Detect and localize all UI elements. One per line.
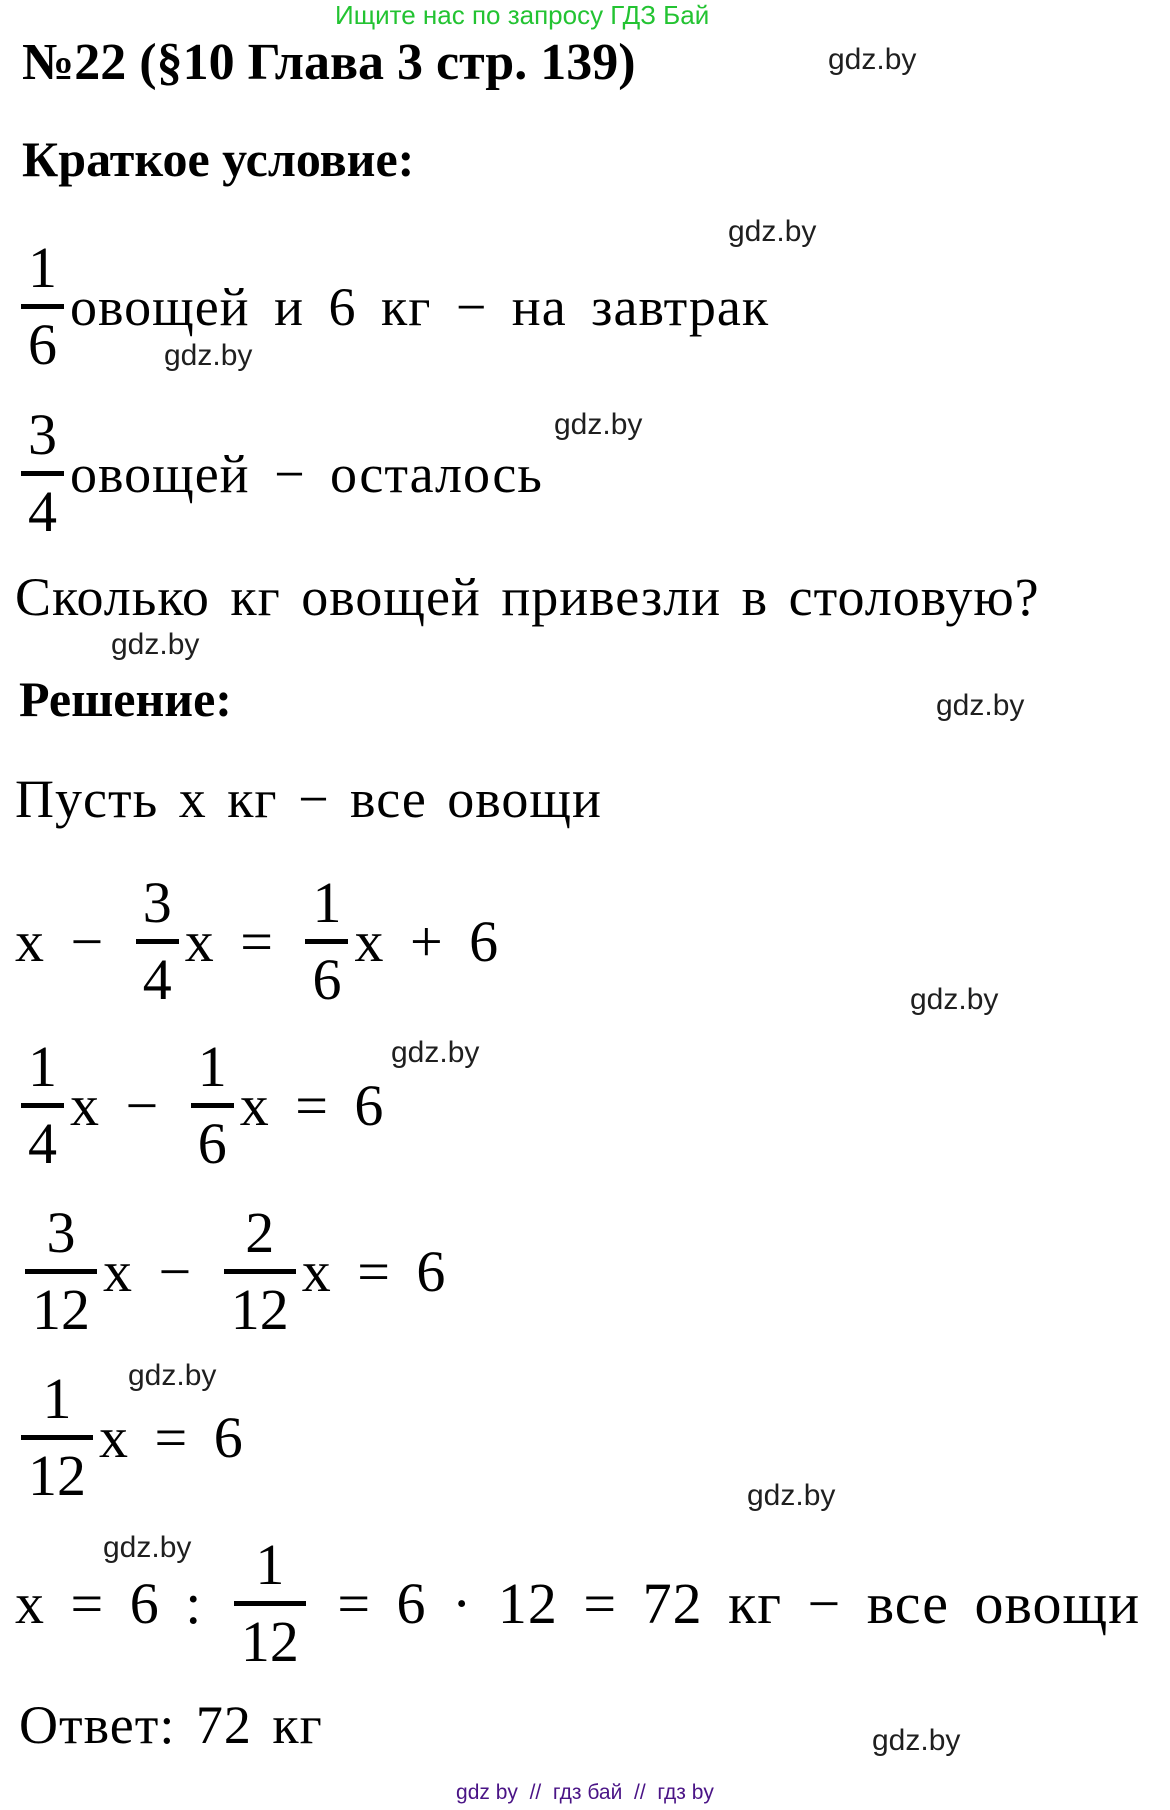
footer-links: gdz by // гдз бай // гдз by	[456, 1781, 714, 1804]
fraction	[25, 1200, 97, 1342]
fraction	[21, 402, 64, 544]
fraction	[21, 235, 64, 377]
equation-text: x + 6	[354, 908, 500, 974]
fraction-denominator: 6	[305, 939, 348, 1009]
condition-line-1	[15, 235, 770, 377]
equation-text: x = 6	[239, 1072, 385, 1138]
fraction	[21, 1366, 93, 1508]
promo-banner: Ищите нас по запросу ГДЗ Бай	[335, 0, 710, 30]
watermark: gdz.by	[828, 43, 917, 76]
condition-heading: Краткое условие:	[22, 131, 415, 187]
answer-line: Ответ: 72 кг	[19, 1695, 323, 1755]
fraction-denominator: 6	[191, 1103, 234, 1173]
fraction-denominator: 12	[21, 1435, 93, 1505]
watermark: gdz.by	[872, 1724, 961, 1757]
watermark: gdz.by	[164, 339, 253, 372]
solution-heading: Решение:	[19, 671, 232, 727]
fraction-numerator: 1	[28, 1034, 57, 1099]
equation-text: x −	[70, 1072, 185, 1138]
fraction-numerator: 2	[245, 1200, 275, 1265]
fraction-numerator: 1	[255, 1532, 285, 1597]
fraction	[21, 1034, 64, 1176]
watermark: gdz.by	[103, 1531, 192, 1564]
fraction-numerator: 1	[42, 1366, 72, 1431]
watermark: gdz.by	[554, 408, 643, 441]
fraction	[224, 1200, 296, 1342]
fraction-numerator: 3	[142, 870, 172, 935]
fraction-denominator: 4	[136, 939, 179, 1009]
equation-text: = 6 · 12 = 72 кг − все овощи	[311, 1570, 1141, 1636]
condition-question: Сколько кг овощей привезли в столовую?	[15, 567, 1040, 627]
watermark: gdz.by	[111, 628, 200, 661]
equation-text: x = 6	[99, 1404, 244, 1470]
equation-text: овощей и 6 кг − на завтрак	[70, 276, 770, 337]
fraction-denominator: 12	[25, 1269, 97, 1339]
condition-line-2	[15, 402, 543, 544]
fraction-denominator: 4	[21, 471, 64, 541]
equation-text: овощей − осталось	[70, 443, 543, 504]
equation-text: x −	[103, 1238, 218, 1304]
watermark: gdz.by	[910, 983, 999, 1016]
equation-1	[15, 870, 500, 1012]
fraction-numerator: 3	[46, 1200, 76, 1265]
fraction-denominator: 12	[224, 1269, 296, 1339]
fraction-denominator: 4	[21, 1103, 64, 1173]
fraction	[234, 1532, 306, 1674]
equation-3	[19, 1200, 447, 1342]
fraction-numerator: 1	[312, 870, 342, 935]
fraction	[136, 870, 179, 1012]
watermark: gdz.by	[128, 1359, 217, 1392]
page-title: №22 (§10 Глава 3 стр. 139)	[22, 34, 636, 91]
watermark: gdz.by	[936, 689, 1025, 722]
fraction-numerator: 3	[28, 402, 57, 467]
let-statement: Пусть x кг − все овощи	[15, 769, 602, 829]
fraction-numerator: 1	[28, 235, 57, 300]
equation-text: x = 6 :	[15, 1570, 228, 1636]
fraction	[305, 870, 348, 1012]
fraction-denominator: 6	[21, 304, 64, 374]
watermark: gdz.by	[728, 215, 817, 248]
fraction	[191, 1034, 234, 1176]
watermark: gdz.by	[747, 1479, 836, 1512]
fraction-denominator: 12	[234, 1601, 306, 1671]
fraction-numerator: 1	[197, 1034, 227, 1099]
equation-2	[15, 1034, 385, 1176]
equation-text: x −	[15, 908, 130, 974]
equation-text: x = 6	[301, 1238, 447, 1304]
watermark: gdz.by	[391, 1036, 480, 1069]
equation-text: x =	[184, 908, 300, 974]
